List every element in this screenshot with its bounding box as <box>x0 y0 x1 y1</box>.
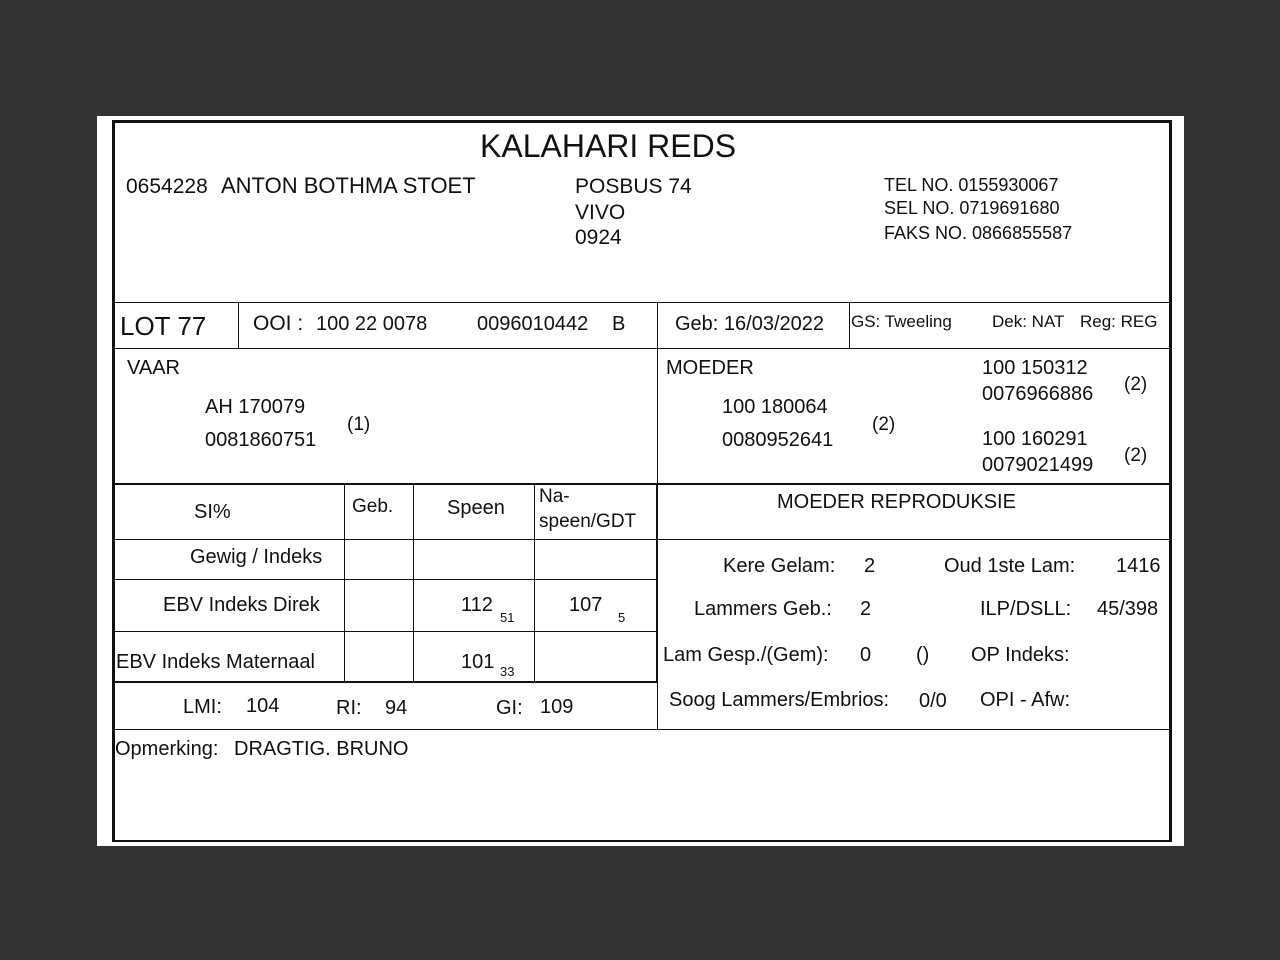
divider <box>112 729 1172 730</box>
gesp-value: 0 <box>860 644 872 666</box>
soog-value: 0/0 <box>919 690 947 712</box>
ooi-suffix: B <box>612 313 626 335</box>
oud-label: Oud 1ste Lam: <box>944 555 1076 577</box>
grandparent-code: 0079021499 <box>982 454 1094 476</box>
address-line: VIVO <box>575 201 626 224</box>
divider <box>112 483 1172 485</box>
lmi-value: 104 <box>246 695 280 717</box>
lot-number: LOT 77 <box>120 311 207 341</box>
kere-label: Kere Gelam: <box>723 555 836 577</box>
soog-label: Soog Lammers/Embrios: <box>669 689 890 711</box>
address-line: POSBUS 74 <box>575 175 692 198</box>
vaar-id: AH 170079 <box>205 396 306 418</box>
vaar-count: (1) <box>347 414 371 435</box>
moeder-count: (2) <box>872 414 896 435</box>
dek-status: Dek: NAT <box>992 312 1065 331</box>
divider <box>112 631 657 632</box>
naspeen-accuracy: 5 <box>618 610 626 625</box>
divider <box>112 539 1172 540</box>
gesp-label: Lam Gesp./(Gem): <box>663 644 829 666</box>
grandparent-count: (2) <box>1124 445 1148 466</box>
geb-header: Geb. <box>352 496 394 517</box>
divider <box>344 483 345 681</box>
ri-value: 94 <box>385 697 408 719</box>
grandparent-code: 0076966886 <box>982 383 1094 405</box>
gesp-gem-value: () <box>916 644 930 666</box>
moeder-id: 100 180064 <box>722 396 828 418</box>
divider <box>112 579 657 580</box>
ooi-label: OOI : <box>253 312 304 335</box>
divider <box>112 681 657 683</box>
divider <box>534 483 535 681</box>
speen-header: Speen <box>447 497 505 519</box>
row-label: EBV Indeks Maternaal <box>116 651 315 673</box>
naspeen-header-line2: speen/GDT <box>539 511 637 532</box>
contact-tel: TEL NO. 0155930067 <box>884 175 1059 195</box>
birth-date: Geb: 16/03/2022 <box>675 313 825 335</box>
naspeen-value: 107 <box>569 594 603 616</box>
owner-name: ANTON BOTHMA STOET <box>221 173 476 198</box>
vaar-label: VAAR <box>127 357 180 379</box>
speen-accuracy: 33 <box>500 664 515 679</box>
remark-text: DRAGTIG. BRUNO <box>234 738 409 760</box>
grandparent-id: 100 160291 <box>982 428 1088 450</box>
gi-label: GI: <box>496 697 523 719</box>
oud-value: 1416 <box>1116 555 1161 577</box>
speen-value: 112 <box>461 594 493 616</box>
ri-label: RI: <box>336 697 362 719</box>
gi-value: 109 <box>540 696 574 718</box>
lammers-label: Lammers Geb.: <box>694 598 832 620</box>
contact-sel: SEL NO. 0719691680 <box>884 198 1060 218</box>
lmi-label: LMI: <box>183 696 222 718</box>
kere-value: 2 <box>864 555 876 577</box>
divider <box>656 483 658 681</box>
op-label: OP Indeks: <box>971 644 1070 666</box>
naspeen-header: Na- <box>539 486 570 507</box>
owner-id: 0654228 <box>126 175 208 198</box>
ooi-number: 100 22 0078 <box>316 313 428 335</box>
speen-accuracy: 51 <box>500 610 515 625</box>
address-line: 0924 <box>575 226 622 249</box>
grandparent-count: (2) <box>1124 374 1148 395</box>
moeder-label: MOEDER <box>666 357 754 379</box>
vaar-code: 0081860751 <box>205 429 317 451</box>
ooi-code: 0096010442 <box>477 313 589 335</box>
divider <box>849 302 850 348</box>
ilp-value: 45/398 <box>1097 598 1159 620</box>
divider <box>413 483 414 681</box>
speen-value: 101 <box>461 651 495 673</box>
reproduksie-title: MOEDER REPRODUKSIE <box>777 491 1016 513</box>
gs-status: GS: Tweeling <box>851 312 952 331</box>
divider <box>238 302 239 348</box>
contact-faks: FAKS NO. 0866855587 <box>884 223 1073 243</box>
row-label: Gewig / Indeks <box>190 546 323 568</box>
breed-title: KALAHARI REDS <box>480 128 737 164</box>
row-label: EBV Indeks Direk <box>163 594 320 616</box>
reg-status: Reg: REG <box>1080 312 1158 331</box>
divider <box>112 302 1172 303</box>
moeder-code: 0080952641 <box>722 429 834 451</box>
lammers-value: 2 <box>860 598 872 620</box>
si-header: SI% <box>194 501 231 523</box>
remark-label: Opmerking: <box>115 738 219 760</box>
divider <box>112 348 1172 349</box>
grandparent-id: 100 150312 <box>982 357 1088 379</box>
opi-label: OPI - Afw: <box>980 689 1071 711</box>
ilp-label: ILP/DSLL: <box>980 598 1072 620</box>
